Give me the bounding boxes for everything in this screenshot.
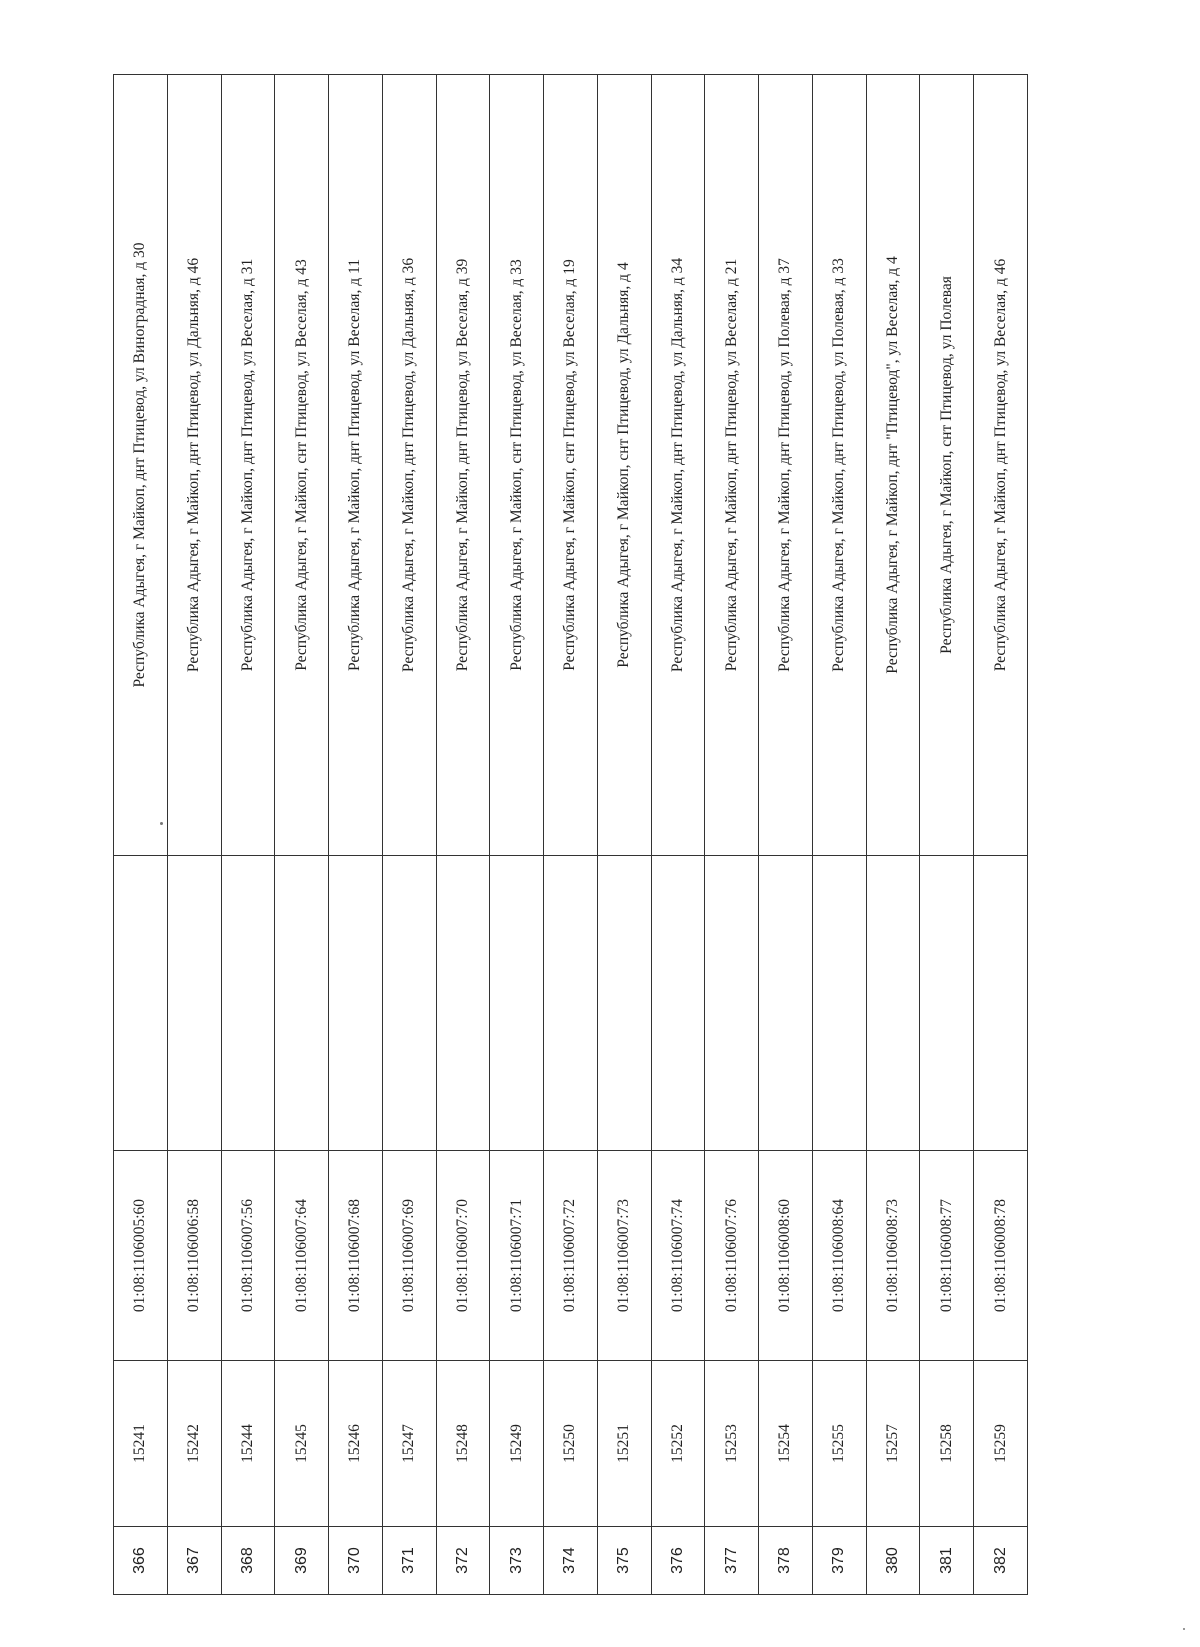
empty-cell <box>597 856 651 1151</box>
record-id: 15247 <box>382 1361 436 1527</box>
record-id: 15253 <box>705 1361 759 1527</box>
empty-cell <box>920 856 974 1151</box>
table-row <box>866 75 920 1595</box>
table-row <box>759 75 813 1595</box>
row-number: 374 <box>544 1527 598 1595</box>
record-id: 15245 <box>275 1361 329 1527</box>
empty-cell <box>705 856 759 1151</box>
table-row <box>651 75 705 1595</box>
cadastral-number: 01:08:1106007:71 <box>490 1151 544 1361</box>
row-number: 377 <box>705 1527 759 1595</box>
row-number: 369 <box>275 1527 329 1595</box>
empty-cell <box>490 856 544 1151</box>
table-row <box>221 75 275 1595</box>
address-cell: Республика Адыгея, г Майкоп, днт Птицевод, ул Веселая, д 39 <box>436 75 490 856</box>
record-id: 15250 <box>544 1361 598 1527</box>
record-id: 15258 <box>920 1361 974 1527</box>
address-cell: Республика Адыгея, г Майкоп, днт Птицевод, ул Полевая, д 37 <box>759 75 813 856</box>
row-number: 376 <box>651 1527 705 1595</box>
cadastral-number: 01:08:1106007:74 <box>651 1151 705 1361</box>
row-number: 373 <box>490 1527 544 1595</box>
record-id: 15259 <box>974 1361 1028 1527</box>
address-cell: Республика Адыгея, г Майкоп, днт Птицевод, ул Веселая, д 21 <box>705 75 759 856</box>
table-row <box>167 75 221 1595</box>
table-row <box>436 75 490 1595</box>
row-number: 378 <box>759 1527 813 1595</box>
table-row <box>275 75 329 1595</box>
address-cell: Республика Адыгея, г Майкоп, снт Птицевод, ул Веселая, д 19 <box>544 75 598 856</box>
empty-cell <box>329 856 383 1151</box>
table-row <box>490 75 544 1595</box>
cadastral-number: 01:08:1106007:56 <box>221 1151 275 1361</box>
empty-cell <box>382 856 436 1151</box>
empty-cell <box>974 856 1028 1151</box>
cadastral-number: 01:08:1106005:60 <box>114 1151 168 1361</box>
table-row <box>544 75 598 1595</box>
cadastral-number: 01:08:1106008:78 <box>974 1151 1028 1361</box>
address-cell: Республика Адыгея, г Майкоп, снт Птицевод, ул Веселая, д 43 <box>275 75 329 856</box>
scan-speck <box>160 822 163 825</box>
cadastral-number: 01:08:1106006:58 <box>167 1151 221 1361</box>
cadastral-number: 01:08:1106007:76 <box>705 1151 759 1361</box>
cadastral-number: 01:08:1106008:60 <box>759 1151 813 1361</box>
empty-cell <box>275 856 329 1151</box>
empty-cell <box>651 856 705 1151</box>
table-row <box>705 75 759 1595</box>
cadastral-number: 01:08:1106007:68 <box>329 1151 383 1361</box>
empty-cell <box>167 856 221 1151</box>
address-cell: Республика Адыгея, г Майкоп, снт Птицевод, ул Полевая <box>920 75 974 856</box>
address-cell: Республика Адыгея, г Майкоп, днт Птицевод, ул Полевая, д 33 <box>812 75 866 856</box>
cadastral-number: 01:08:1106007:64 <box>275 1151 329 1361</box>
record-id: 15252 <box>651 1361 705 1527</box>
table-row <box>329 75 383 1595</box>
cadastral-number: 01:08:1106008:77 <box>920 1151 974 1361</box>
address-cell: Республика Адыгея, г Майкоп, днт Птицевод, ул Веселая, д 11 <box>329 75 383 856</box>
row-number: 368 <box>221 1527 275 1595</box>
record-id: 15257 <box>866 1361 920 1527</box>
record-id: 15244 <box>221 1361 275 1527</box>
cadastral-number: 01:08:1106007:72 <box>544 1151 598 1361</box>
table-row <box>920 75 974 1595</box>
address-cell: Республика Адыгея, г Майкоп, снт Птицевод, ул Веселая, д 33 <box>490 75 544 856</box>
record-id: 15242 <box>167 1361 221 1527</box>
empty-cell <box>759 856 813 1151</box>
row-number: 375 <box>597 1527 651 1595</box>
record-id: 15248 <box>436 1361 490 1527</box>
empty-cell <box>221 856 275 1151</box>
row-number: 382 <box>974 1527 1028 1595</box>
cadastral-number: 01:08:1106007:69 <box>382 1151 436 1361</box>
record-id: 15251 <box>597 1361 651 1527</box>
address-cell: Республика Адыгея, г Майкоп, снт Птицевод, ул Дальняя, д 4 <box>597 75 651 856</box>
record-id: 15246 <box>329 1361 383 1527</box>
table-row <box>382 75 436 1595</box>
record-id: 15241 <box>114 1361 168 1527</box>
row-number: 366 <box>114 1527 168 1595</box>
record-id: 15254 <box>759 1361 813 1527</box>
empty-cell <box>114 856 168 1151</box>
row-number: 367 <box>167 1527 221 1595</box>
table-row <box>812 75 866 1595</box>
address-cell: Республика Адыгея, г Майкоп, днт Птицевод, ул Дальняя, д 36 <box>382 75 436 856</box>
cadastral-number: 01:08:1106008:73 <box>866 1151 920 1361</box>
row-number: 372 <box>436 1527 490 1595</box>
rotated-table-container <box>113 75 1028 1595</box>
address-cell: Республика Адыгея, г Майкоп, днт Птицевод, ул Веселая, д 46 <box>974 75 1028 856</box>
cadastral-number: 01:08:1106008:64 <box>812 1151 866 1361</box>
address-cell: Республика Адыгея, г Майкоп, днт Птицевод, ул Веселая, д 31 <box>221 75 275 856</box>
scan-speck <box>1183 1628 1185 1630</box>
address-cell: Республика Адыгея, г Майкоп, днт Птицевод, ул Виноградная, д 30 <box>114 75 168 856</box>
land-plots-table <box>113 74 1028 1595</box>
cadastral-number: 01:08:1106007:73 <box>597 1151 651 1361</box>
address-cell: Республика Адыгея, г Майкоп, днт Птицевод, ул Дальняя, д 46 <box>167 75 221 856</box>
empty-cell <box>544 856 598 1151</box>
empty-cell <box>436 856 490 1151</box>
cadastral-number: 01:08:1106007:70 <box>436 1151 490 1361</box>
address-cell: Республика Адыгея, г Майкоп, днт Птицевод, ул Дальняя, д 34 <box>651 75 705 856</box>
row-number: 381 <box>920 1527 974 1595</box>
empty-cell <box>812 856 866 1151</box>
record-id: 15255 <box>812 1361 866 1527</box>
row-number: 370 <box>329 1527 383 1595</box>
row-number: 371 <box>382 1527 436 1595</box>
table-row <box>974 75 1028 1595</box>
table-row <box>114 75 168 1595</box>
address-cell: Республика Адыгея, г Майкоп, днт "Птицевод", ул Веселая, д 4 <box>866 75 920 856</box>
empty-cell <box>866 856 920 1151</box>
table-body <box>114 75 1028 1595</box>
row-number: 379 <box>812 1527 866 1595</box>
table-row <box>597 75 651 1595</box>
record-id: 15249 <box>490 1361 544 1527</box>
row-number: 380 <box>866 1527 920 1595</box>
